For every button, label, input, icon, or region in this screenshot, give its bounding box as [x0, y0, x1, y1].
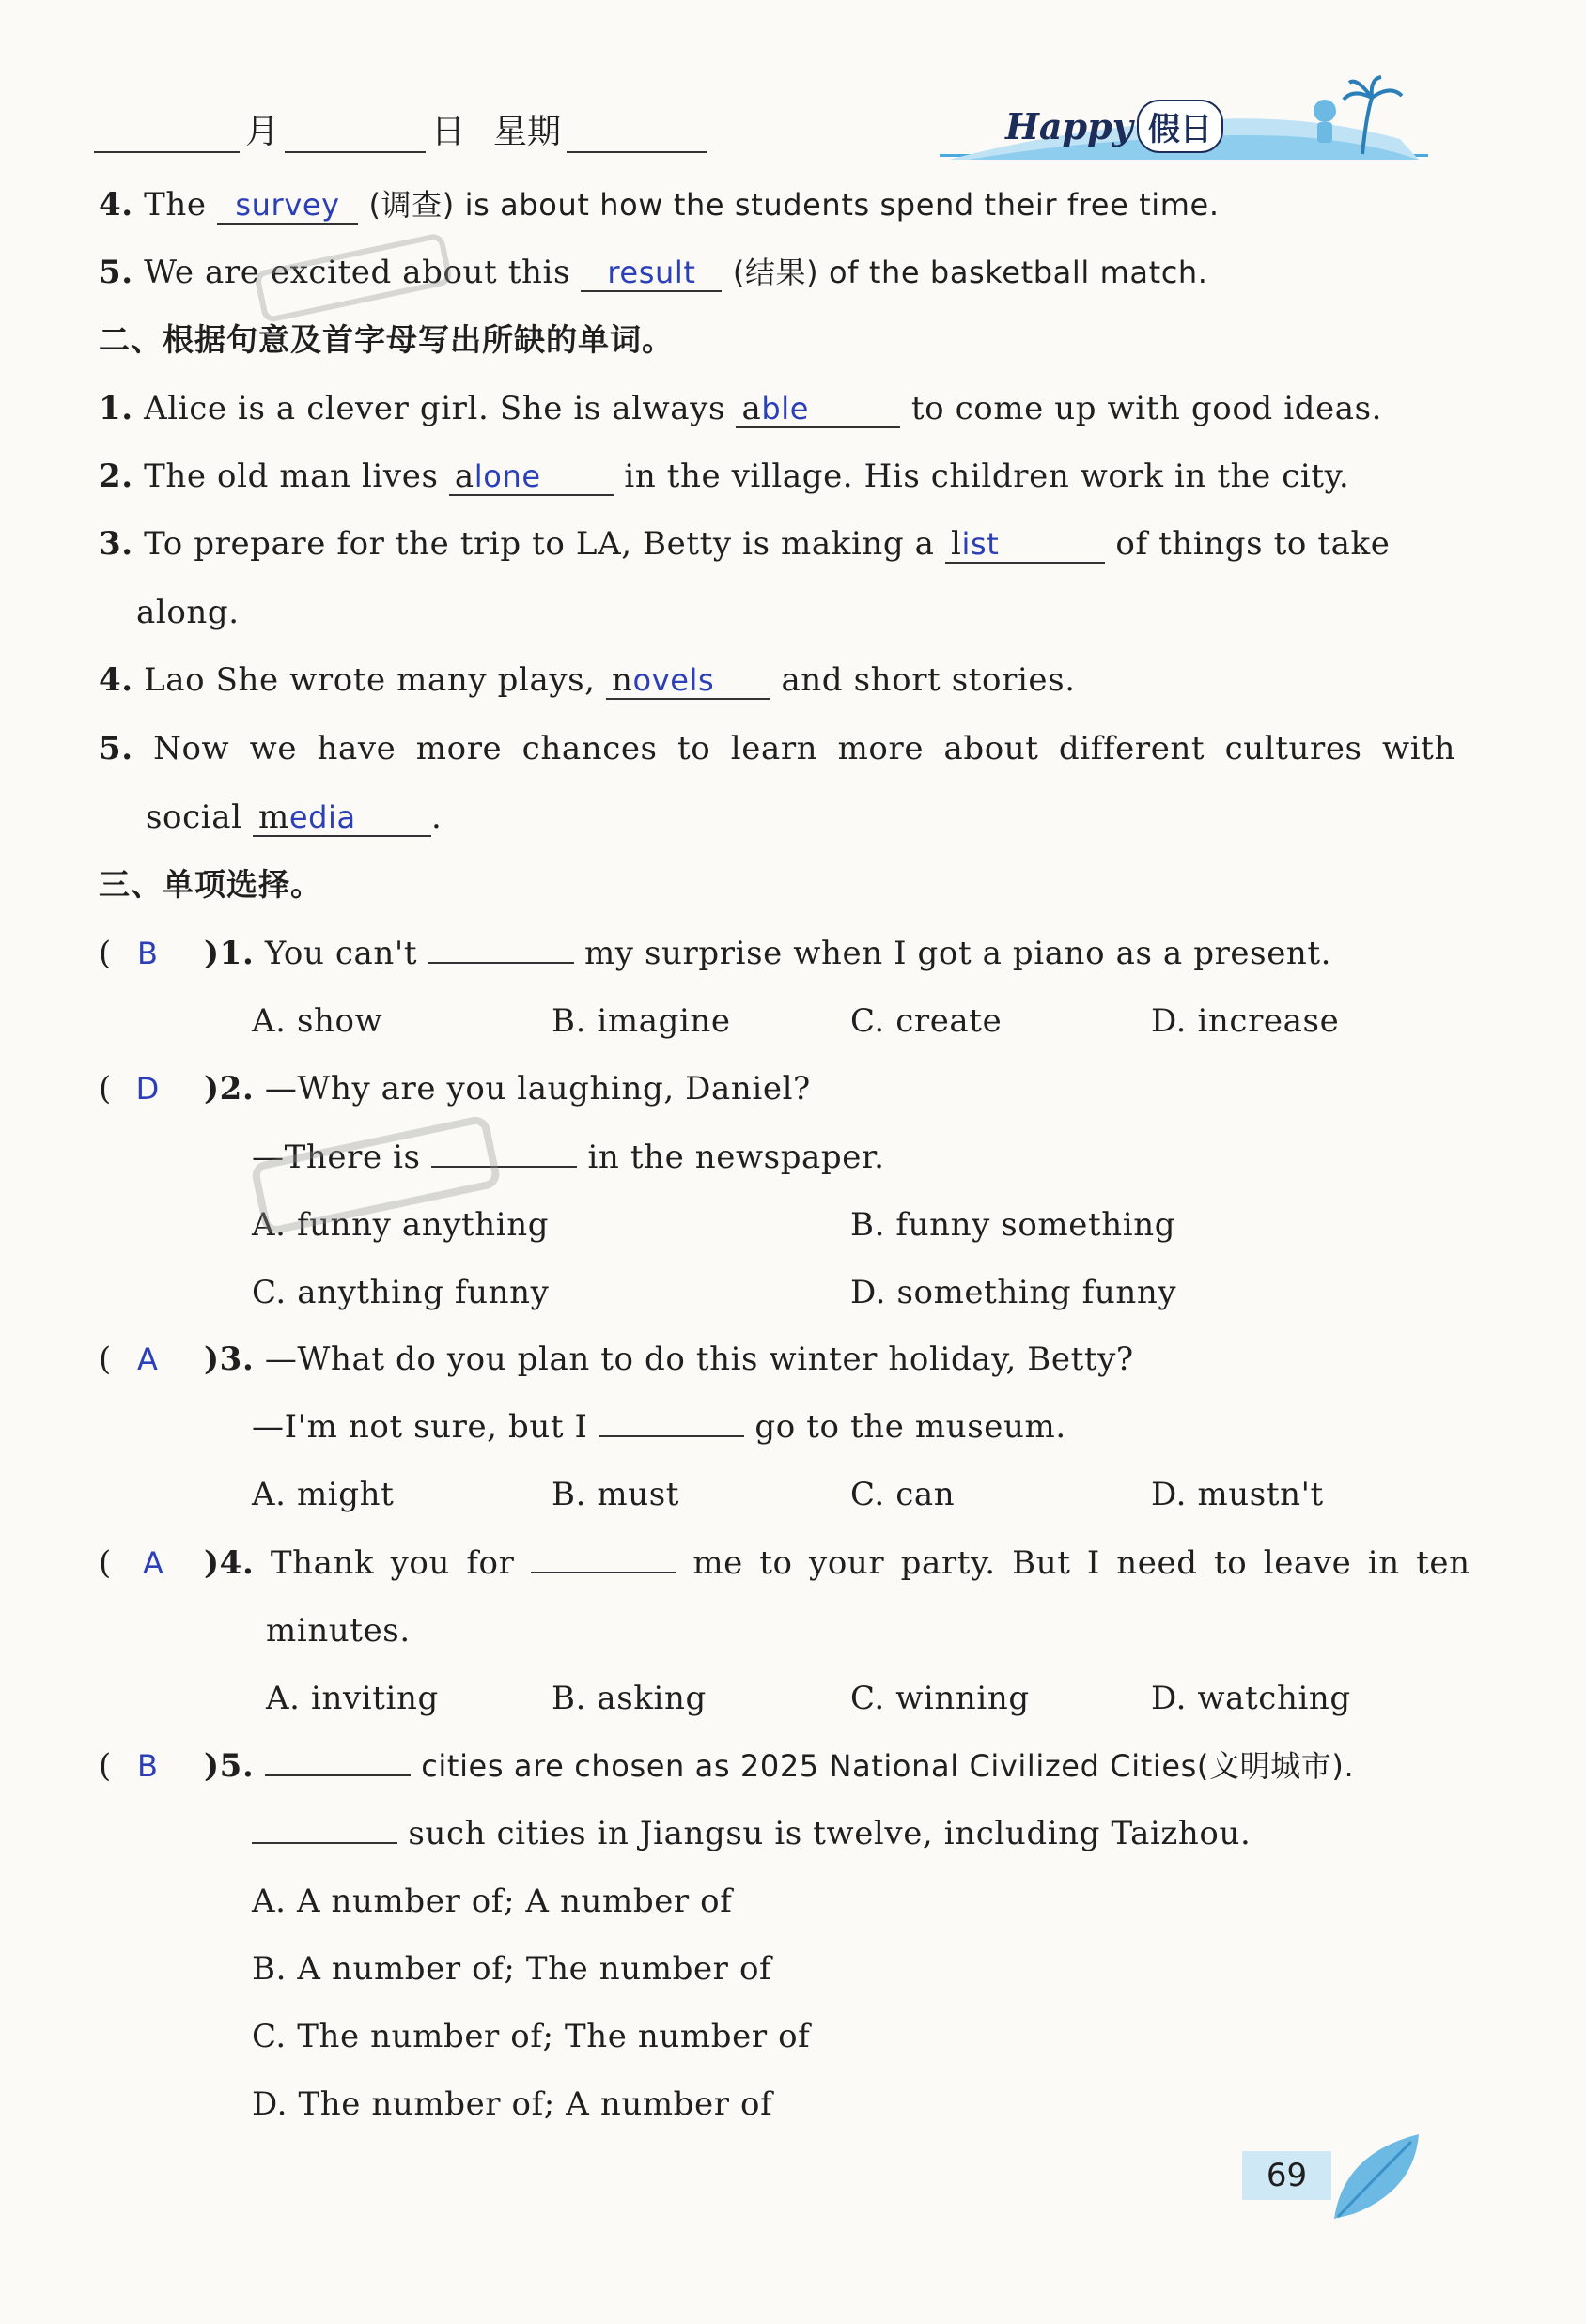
- option-d[interactable]: D. The number of; A number of: [252, 2085, 773, 2123]
- brand-holiday: 假日: [1137, 100, 1223, 153]
- day-label: 日: [431, 113, 466, 151]
- date-fields: [94, 105, 707, 153]
- part3-question-5-cont: such cities in Jiangsu is twelve, including Taizhou.: [252, 1813, 1251, 1854]
- part3-question-2: ( D )2. —Why are you laughing, Daniel?: [99, 1070, 811, 1108]
- part3-question-4: ( A )4. Thank you for me to your party. But I need to leave in ten: [99, 1544, 1470, 1582]
- part2-item-4: 4. Lao She wrote many plays, novels and short stories.: [99, 661, 1076, 699]
- part3-question-3-reply: —I'm not sure, but I go to the museum.: [252, 1408, 1066, 1446]
- option-a[interactable]: A. funny anything: [252, 1206, 550, 1244]
- part2-item-5: 5. Now we have more chances to learn more about different cultures with: [99, 730, 1455, 767]
- option-c[interactable]: C. can: [850, 1476, 956, 1513]
- part3-question-1: ( B )1. You can't my surprise when I got a piano as a present.: [99, 935, 1332, 972]
- question-blank[interactable]: [531, 1543, 676, 1573]
- option-a[interactable]: A. A number of; A number of: [252, 1882, 733, 1920]
- option-a[interactable]: A. inviting: [266, 1680, 439, 1717]
- part2-item-1: 1. Alice is a clever girl. She is always able to come up with good ideas.: [99, 390, 1383, 427]
- part2-item-5-cont: social media .: [146, 798, 443, 836]
- answer-blank[interactable]: media: [253, 799, 431, 837]
- option-d[interactable]: D. mustn't: [1151, 1476, 1324, 1513]
- part3-title: 三、单项选择。: [99, 866, 322, 903]
- answer-paren[interactable]: ( D: [99, 1070, 160, 1108]
- part3-question-5: ( B )5. cities are chosen as 2025 National Civilized Cities(文明城市).: [99, 1747, 1355, 1785]
- option-b[interactable]: B. must: [552, 1476, 680, 1513]
- option-d[interactable]: D. watching: [1151, 1680, 1351, 1717]
- option-c[interactable]: C. create: [850, 1002, 1003, 1040]
- option-c[interactable]: C. The number of; The number of: [252, 2018, 811, 2055]
- answer-paren[interactable]: ( B: [99, 1747, 159, 1785]
- happy-holiday-banner: [949, 73, 1438, 163]
- answer-blank[interactable]: result: [581, 255, 722, 292]
- answer-paren[interactable]: ( A: [99, 1544, 164, 1582]
- part3-question-4-cont: minutes.: [266, 1612, 411, 1650]
- weekday-blank[interactable]: [567, 112, 707, 153]
- part3-question-2-reply: —There is in the newspaper.: [252, 1139, 885, 1176]
- question-blank[interactable]: [599, 1407, 744, 1437]
- answer-paren[interactable]: ( B: [99, 935, 159, 972]
- option-a[interactable]: A. show: [252, 1002, 383, 1040]
- option-c[interactable]: C. winning: [850, 1680, 1030, 1717]
- answer-blank[interactable]: able: [736, 391, 900, 428]
- brand-happy: Happy: [1005, 105, 1133, 147]
- leaf-icon: [1325, 2125, 1428, 2228]
- part2-title: 二、根据句意及首字母写出所缺的单词。: [99, 321, 674, 358]
- question-blank[interactable]: [252, 1814, 397, 1844]
- part2-item-3-cont: along.: [136, 594, 240, 631]
- part3-question-3: ( A )3. —What do you plan to do this winter holiday, Betty?: [99, 1340, 1134, 1378]
- option-b[interactable]: B. imagine: [552, 1002, 731, 1040]
- option-b[interactable]: B. A number of; The number of: [252, 1950, 772, 1988]
- option-c[interactable]: C. anything funny: [252, 1274, 550, 1311]
- part1-item-4: 4. The survey (调查) is about how the students spend their free time.: [99, 186, 1220, 224]
- part2-item-2: 2. The old man lives alone in the village. His children work in the city.: [99, 457, 1350, 495]
- page-number: 69: [1242, 2151, 1331, 2200]
- option-b[interactable]: B. asking: [552, 1680, 707, 1717]
- day-blank[interactable]: [285, 112, 426, 153]
- question-blank[interactable]: [428, 934, 574, 964]
- part1-item-5: 5. We are excited about this result (结果) of the basketball match.: [99, 254, 1208, 291]
- month-label: 月: [245, 113, 280, 151]
- answer-blank[interactable]: survey: [217, 187, 358, 225]
- month-blank[interactable]: [94, 112, 240, 153]
- option-a[interactable]: A. might: [252, 1476, 395, 1513]
- part2-item-3: 3. To prepare for the trip to LA, Betty is making a list of things to take: [99, 525, 1391, 563]
- question-blank[interactable]: [265, 1746, 411, 1776]
- answer-blank[interactable]: list: [945, 526, 1105, 564]
- answer-blank[interactable]: novels: [606, 662, 770, 700]
- option-b[interactable]: B. funny something: [850, 1206, 1176, 1244]
- option-d[interactable]: D. increase: [1151, 1002, 1340, 1040]
- option-d[interactable]: D. something funny: [850, 1274, 1177, 1311]
- answer-blank[interactable]: alone: [449, 458, 614, 496]
- weekday-label: 星期: [493, 113, 562, 151]
- answer-paren[interactable]: ( A: [99, 1340, 159, 1378]
